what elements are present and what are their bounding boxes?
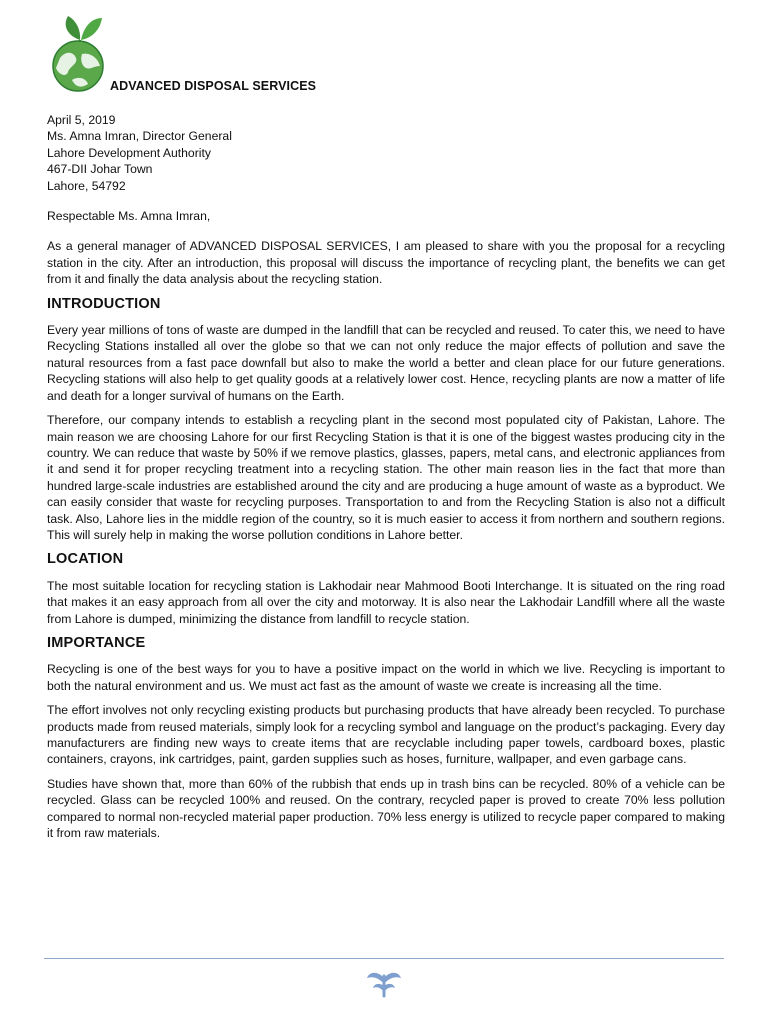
recipient-city: Lahore, 54792 <box>47 178 126 193</box>
address-block <box>47 112 725 194</box>
introduction-paragraph-2: Therefore, our company intends to establish a recycling plant in the second most populated city of Pakistan, Lahore. The main reason we are choosing Lahore for our first Recycling Station is that it is one of the biggest wastes producing city in the country. We can reduce that waste by 50% if we remove plastics, glasses, papers, metal cans, and electronic appliances from it and send it for proper recycling treatment into a recycling station. The other main reason lies in the fact that more than hundred large-scale industries are established around the city and are producing a huge amount of waste as a byproduct. We can easily consider that waste for recycling purposes. Transportation to and from the Recycling Station is also not a difficult task. Also, Lahore lies in the middle region of the country, so it is much easier to access it from northern and southern regions. This will surely help in making the worse pollution conditions in Lahore better. <box>47 413 725 542</box>
intro-paragraph: As a general manager of ADVANCED DISPOSAL SERVICES, I am pleased to share with you the proposal for a recycling station in the city. After an introduction, this proposal will discuss the importance of recycling plant, the benefits we can get from it and finally the data analysis about the recycling station. <box>47 239 725 287</box>
footer-divider <box>44 958 724 959</box>
importance-paragraph-3: Studies have shown that, more than 60% of the rubbish that ends up in trash bins can be recycled. 80% of a vehicle can be recycled. Glass can be recycled 100% and reused. On the contrary, recycled paper is proved to create 70% less pollution compared to normal non-recycled material paper production. 70% less energy is utilized to recycle paper compared to making it from raw materials. <box>47 776 725 841</box>
letter-body <box>47 112 725 849</box>
location-paragraph-1: The most suitable location for recycling station is Lakhodair near Mahmood Booti Interchange. It is situated on the ring road that makes it an easy approach from all over the city and motorway. It is also near the Lakhodair Landfill where all the waste from Lahore is dumped, minimizing the distance from landfill to recycle station. <box>47 578 725 626</box>
salutation: Respectable Ms. Amna Imran, <box>47 209 211 224</box>
importance-paragraph-1: Recycling is one of the best ways for you to have a positive impact on the world in which we live. Recycling is important to both the natural environment and us. We must act fast as the amount of waste we create is increasing all the time. <box>47 662 725 693</box>
importance-paragraph-2: The effort involves not only recycling existing products but purchasing products that have already been recycled. To purchase products made from reused materials, simply look for a recycling symbol and language on the product’s packaging. Every day manufacturers are finding new ways to create items that are recyclable including paper towels, cardboard boxes, plastic containers, crayons, ink cartridges, paint, garden supplies such as hoses, furniture, wallpaper, and even garbage cans. <box>47 703 725 767</box>
introduction-paragraph-1: Every year millions of tons of waste are dumped in the landfill that can be recycled and reused. To cater this, we need to have Recycling Stations installed all over the globe so that we can not only reduce the major effects of pollution and save the natural resources from a fast pace downfall but also to make the world a better and clean place for our future generations. Recycling stations will also help to get quality goods at a relatively lower cost. Hence, recycling plants are now a matter of life and death for a longer survival of humans on the Earth. <box>47 323 725 403</box>
footer-ornament-icon <box>365 966 403 998</box>
heading-importance: IMPORTANCE <box>47 634 146 651</box>
recipient-street: 467-DII Johar Town <box>47 162 153 177</box>
letter-date: April 5, 2019 <box>47 113 116 127</box>
heading-introduction: INTRODUCTION <box>47 295 161 312</box>
heading-location: LOCATION <box>47 551 124 568</box>
recipient-name: Ms. Amna Imran, Director General <box>47 129 232 144</box>
globe-tree-logo-icon <box>50 10 106 94</box>
recipient-organization: Lahore Development Authority <box>47 145 211 160</box>
company-name: ADVANCED DISPOSAL SERVICES <box>110 79 317 93</box>
